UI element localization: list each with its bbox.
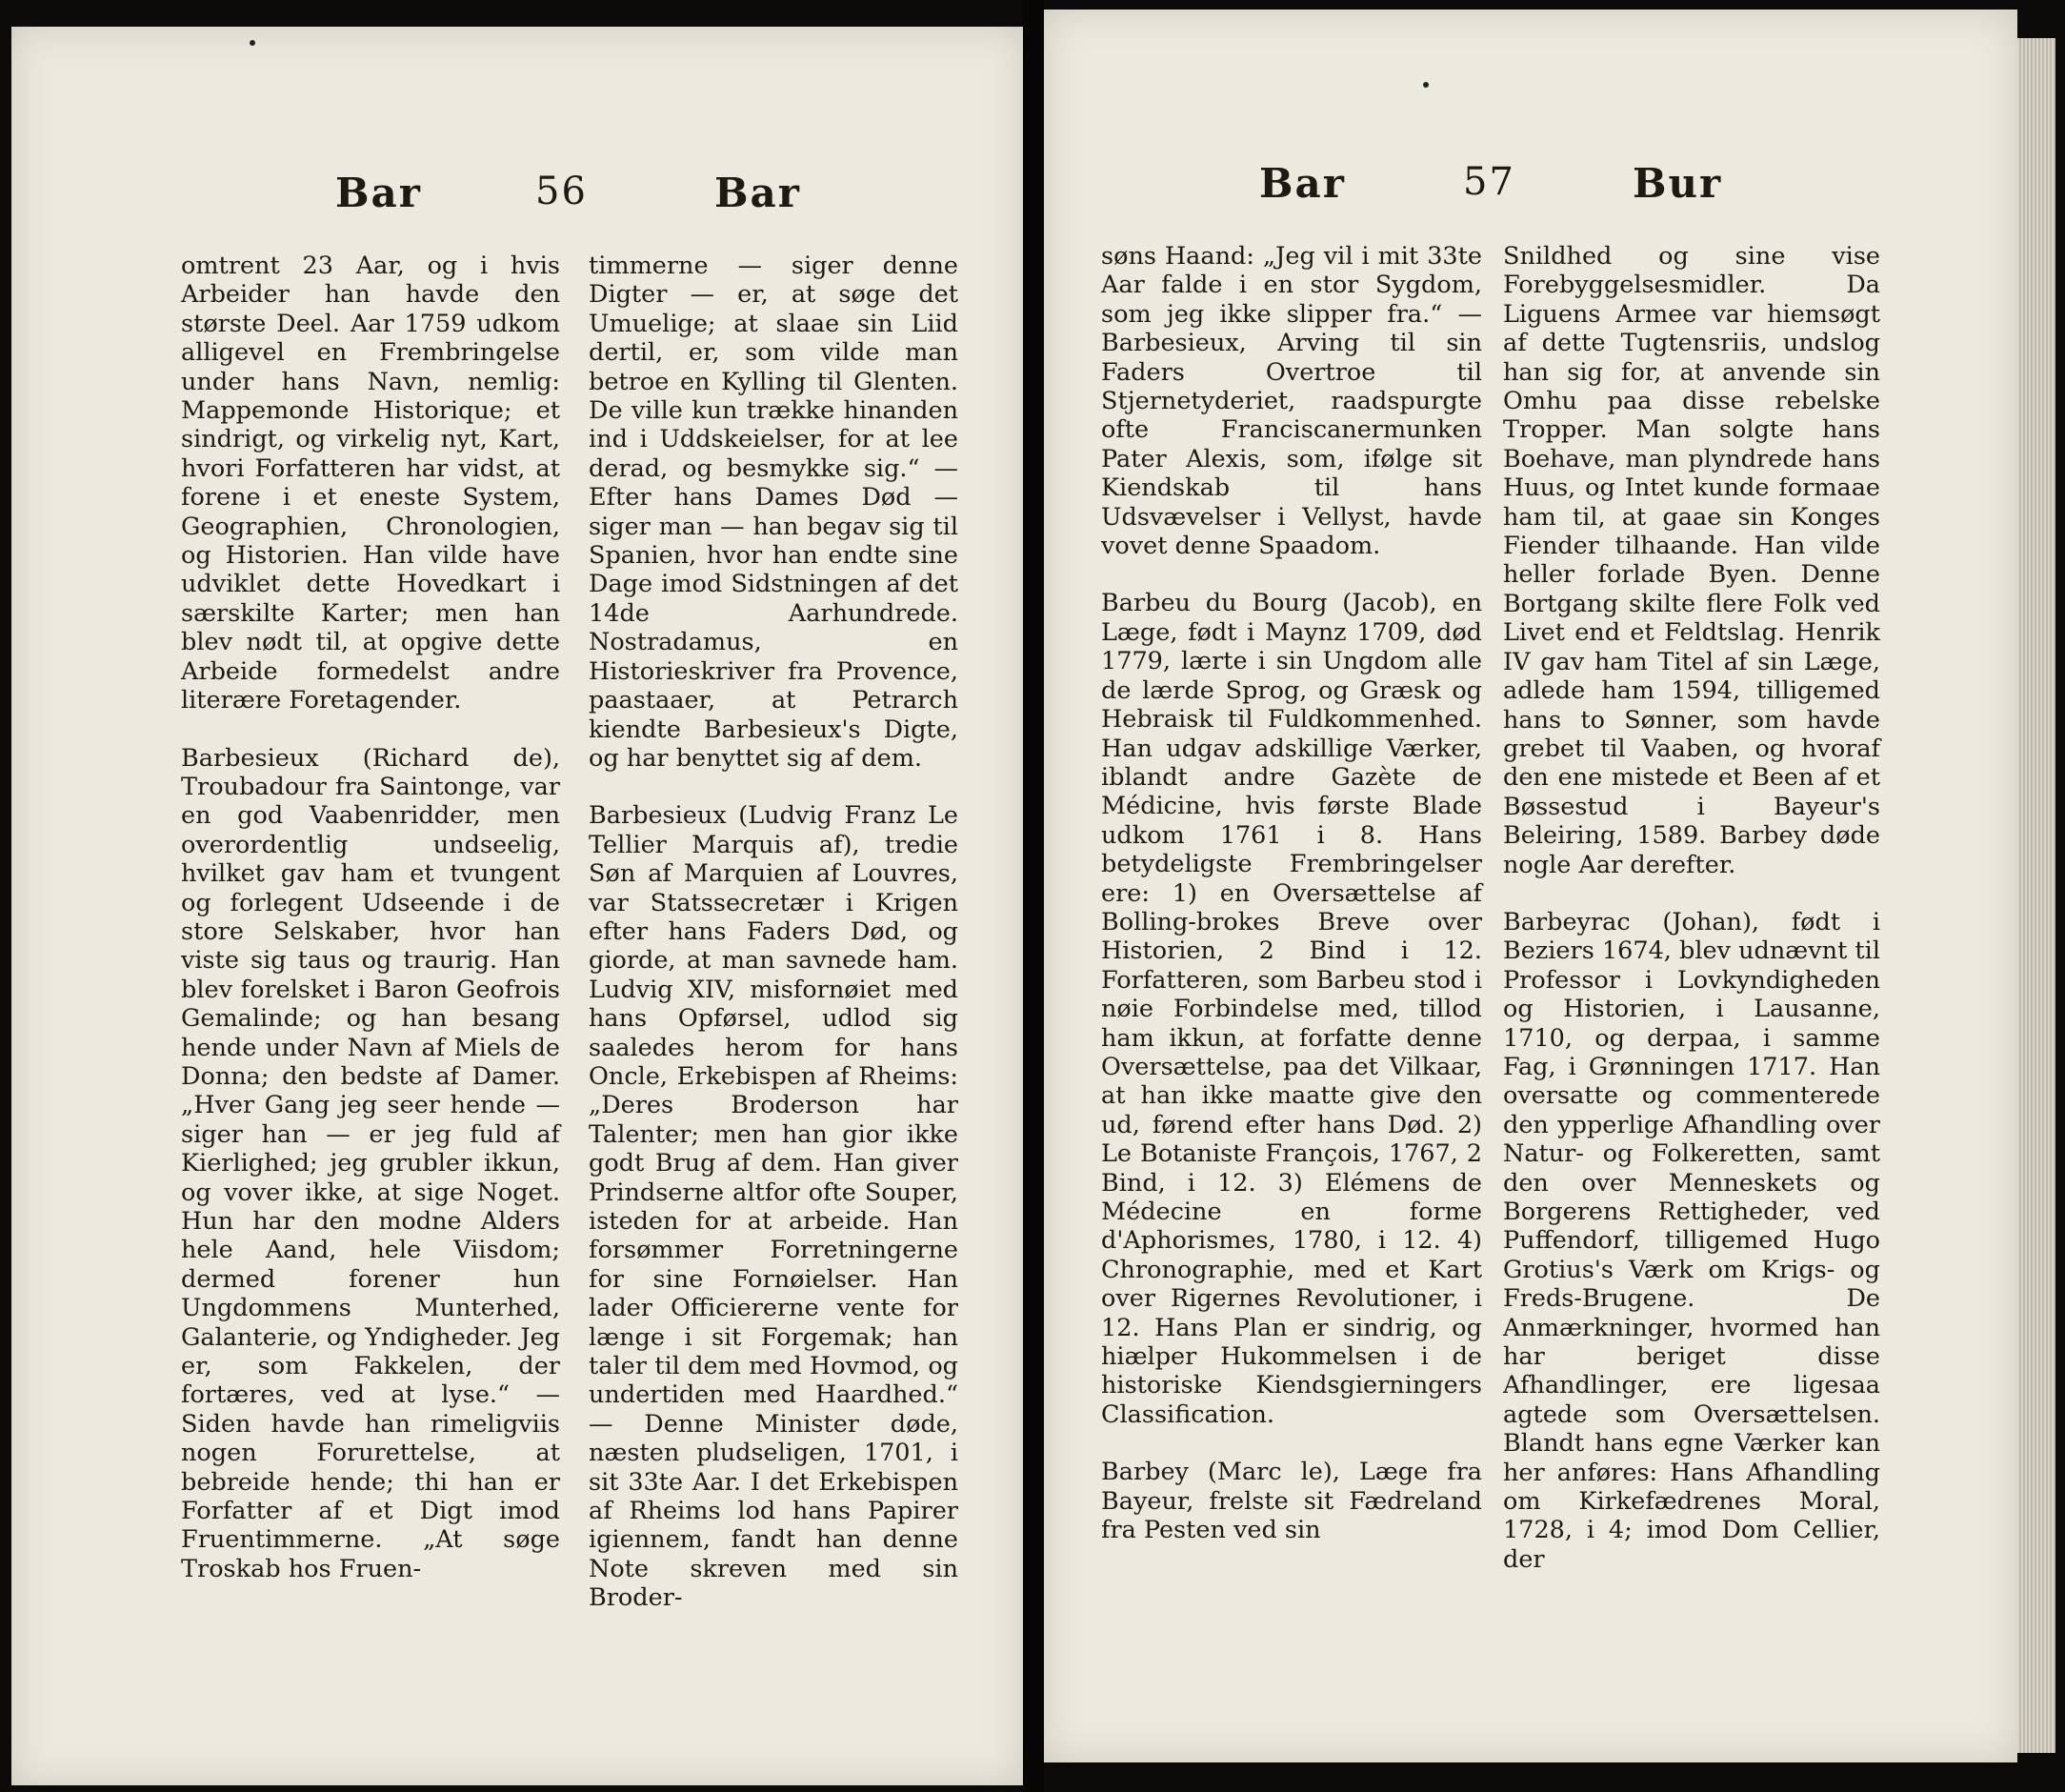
- paragraph: Barbesieux (Ludvig Franz Le Tellier Marquis af), tredie Søn af Marquien af Louvres, var Statssecretær i Krigen efter hans Faders Død, og giorde, at man savnede ham. Ludvig XIV, misfornøiet med hans Opførsel, udlod sig saaledes herom for hans Oncle, Erkebispen af Rheims: „Deres Broderson har Talenter; men han gior ikke godt Brug af dem. Han giver Prindserne altfor ofte Souper, isteden for at arbeide. Han forsømmer Forretningerne for sine Fornøielser. Han lader Officiererne vente for længe i sit Forgemak; han taler til dem med Hovmod, og undertiden med Haardhed.“ — Denne Minister døde, næsten pludseligen, 1701, i sit 33te Aar. I det Erkebispen af Rheims lod hans Papirer igiennem, fandt han denne Note skreven med sin Broder-: [589, 801, 958, 1613]
- paragraph: omtrent 23 Aar, og i hvis Arbeider han havde den største Deel. Aar 1759 udkom alligevel en Frembringelse under hans Navn, nemlig: Mappemonde Historique; et sindrigt, og virkelig nyt, Kart, hvori Forfatteren har vidst, at forene i et eneste System, Geographien, Chronologien, og Historien. Han vilde have udviklet dette Hovedkart i særskilte Karter; men han blev nødt til, at opgive dette Arbeide formedelst andre literære Foretagender.: [181, 252, 560, 715]
- right-column-2: [1503, 242, 1880, 1574]
- header-left-word: Bar: [1259, 160, 1346, 207]
- book-spine: [1023, 0, 1044, 1792]
- page-edges: [2017, 38, 2055, 1753]
- paragraph: timmerne — siger denne Digter — er, at søge det Umuelige; at slaae sin Liid dertil, er, som vilde man betroe en Kylling til Glenten. De ville kun trække hinanden ind i Uddskeielser, for at lee derad, og besmykke sig.“ — Efter hans Dames Død — siger man — han begav sig til Spanien, hvor han endte sine Dage imod Sidstningen af det 14de Aarhundrede. Nostradamus, en Historieskriver fra Provence, paastaaer, at Petrarch kiendte Barbesieux's Digte, og har benyttet sig af dem.: [589, 252, 958, 773]
- page-number: 57: [1463, 160, 1515, 204]
- header-right-word: Bar: [714, 170, 801, 216]
- header-right-word: Bur: [1633, 160, 1723, 207]
- left-page: [11, 27, 1023, 1785]
- paragraph: Barbey (Marc le), Læge fra Bayeur, frelste sit Fædreland fra Pesten ved sin: [1101, 1458, 1482, 1545]
- left-column-2: [589, 252, 958, 1613]
- paragraph: Barbeyrac (Johan), født i Beziers 1674, blev udnævnt til Professor i Lovkyndigheden og Historien, i Lausanne, 1710, og derpaa, i samme Fag, i Grønningen 1717. Han oversatte og commenterede den ypperlige Afhandling over Natur- og Folkeretten, samt den over Menneskets og Borgerens Rettigheder, ved Puffendorf, tilligemed Hugo Grotius's Værk om Krigs- og Freds-Brugene. De Anmærkninger, hvormed han har beriget disse Afhandlinger, ere ligesaa agtede som Oversættelsen. Blandt hans egne Værker kan her anføres: Hans Afhandling om Kirkefædrenes Moral, 1728, i 4; imod Dom Cellier, der: [1503, 907, 1880, 1574]
- paragraph: Barbesieux (Richard de), Troubadour fra Saintonge, var en god Vaabenridder, men overordentlig undseelig, hvilket gav ham et tvungent og forlegent Udseende i de store Selskaber, hvor han viste sig taus og traurig. Han blev forelsket i Baron Geofrois Gemalinde; og han besang hende under Navn af Miels de Donna; den bedste af Damer. „Hver Gang jeg seer hende — siger han — er jeg fuld af Kierlighed; jeg grubler ikkun, og vover ikke, at sige Noget. Hun har den modne Alders hele Aand, hele Viisdom; dermed forener hun Ungdommens Munterhed, Galanterie, og Yndigheder. Jeg er, som Fakkelen, der fortæres, ved at lyse.“ — Siden havde han rimeligviis nogen Forurettelse, at bebreide hende; thi han er Forfatter af et Digt imod Fruentimmerne. „At søge Troskab hos Fruen-: [181, 743, 560, 1583]
- page-number: 56: [535, 170, 588, 213]
- paragraph: søns Haand: „Jeg vil i mit 33te Aar falde i en stor Sygdom, som jeg ikke slipper fra.“ — Barbesieux, Arving til sin Faders Overtroe til Stjernetyderiet, raadspurgte ofte Franciscanermunken Pater Alexis, som, ifølge sit Kiendskab til hans Udsvævelser i Vellyst, havde vovet denne Spaadom.: [1101, 242, 1482, 561]
- header-left-word: Bar: [335, 170, 422, 216]
- ink-speck: [1423, 82, 1429, 88]
- left-column-1: [181, 252, 560, 1583]
- paragraph: Snildhed og sine vise Forebyggelsesmidler. Da Liguens Armee var hiemsøgt af dette Tugtensriis, undslog han sig for, at anvende sin Omhu paa disse rebelske Tropper. Man solgte hans Boehave, man plyndrede hans Huus, og Intet kunde formaae ham til, at gaae sin Konges Fiender tilhaande. Han vilde heller forlade Byen. Denne Bortgang skilte flere Folk ved Livet end et Feldtslag. Henrik IV gav ham Titel af sin Læge, adlede ham 1594, tilligemed hans to Sønner, som havde grebet til Vaaben, og hvoraf den ene mistede et Been af et Bøssestud i Bayeur's Beleiring, 1589. Barbey døde nogle Aar derefter.: [1503, 242, 1880, 879]
- right-page: [1044, 10, 2017, 1762]
- right-column-1: [1101, 242, 1482, 1544]
- ink-speck: [250, 40, 255, 46]
- paragraph: Barbeu du Bourg (Jacob), en Læge, født i Maynz 1709, død 1779, lærte i sin Ungdom alle de lærde Sprog, og Græsk og Hebraisk til Fuldkommenhed. Han udgav adskillige Værker, iblandt andre Gazète de Médicine, hvis første Blade udkom 1761 i 8. Hans betydeligste Frembringelser ere: 1) en Oversættelse af Bolling-brokes Breve over Historien, 2 Bind i 12. Forfatteren, som Barbeu stod i nøie Forbindelse med, tillod ham ikkun, at forfatte denne Oversættelse, paa det Vilkaar, at han ikke maatte give den ud, førend efter hans Død. 2) Le Botaniste François, 1767, 2 Bind, i 12. 3) Elémens de Médecine en forme d'Aphorismes, 1780, i 12. 4) Chronographie, med et Kart over Rigernes Revolutioner, i 12. Hans Plan er sindrig, og hiælper Hukommelsen i de historiske Kiendsgierningers Classification.: [1101, 589, 1482, 1429]
